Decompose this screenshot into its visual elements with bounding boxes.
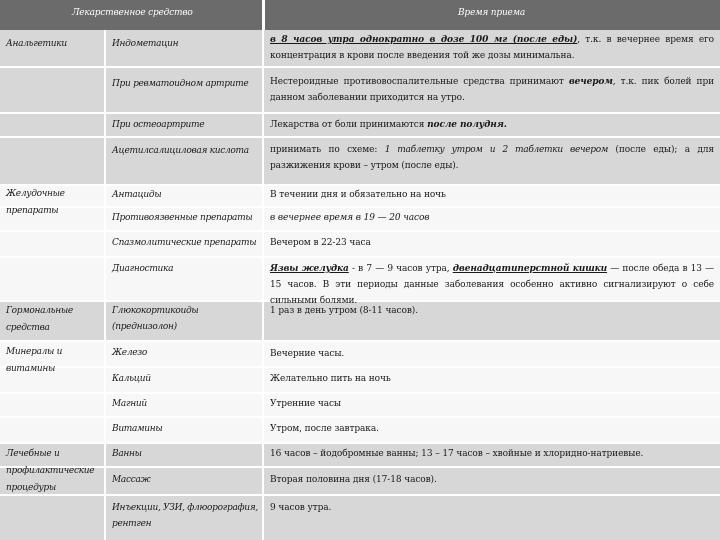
medicine-iron: Железо — [112, 348, 148, 358]
time-massage: Вторая половина дня (17-18 часов). — [270, 475, 437, 485]
time-antacids: В течении дня и обязательно на ночь — [270, 190, 446, 200]
time-diagnostics — [270, 261, 714, 309]
time-glucocorticoids: 1 раз в день утром (8-11 часов). — [270, 306, 418, 316]
time-emphasis: в 8 часов утра однократно в дозе 100 мг (после еды) — [270, 35, 578, 45]
column-divider — [104, 30, 106, 540]
row-divider — [0, 466, 720, 468]
time-text: (после еды); а для разжижения крови – утром (после еды). — [270, 145, 714, 171]
medicine-injections: Инъекции, УЗИ, флюорография, рентген — [112, 503, 258, 529]
header-medicine: Лекарственное средство — [72, 8, 193, 18]
header-divider — [262, 0, 265, 30]
category-gastric: Желудочные препараты — [6, 189, 65, 216]
medicine-vitamins: Витамины — [112, 424, 163, 434]
row-divider — [0, 230, 720, 232]
header-time: Время приема — [458, 8, 526, 18]
category-analgesics: Анальгетики — [6, 39, 67, 49]
row-divider — [0, 112, 720, 114]
time-emphasis: после полудня. — [427, 120, 507, 130]
time-osteoarthritis — [270, 117, 714, 133]
medicine-antispasmodic: Спазмолитические препараты — [112, 238, 257, 248]
row-divider — [0, 494, 720, 496]
category-minerals: Минералы и витамины — [6, 347, 63, 374]
time-emphasis: 1 таблетку утром и 2 таблетки вечером — [384, 145, 609, 155]
time-magnesium: Утренние часы — [270, 399, 341, 409]
medicine-massage: Массаж — [112, 475, 151, 485]
medicine-magnesium: Магний — [112, 399, 147, 409]
time-emphasis: двенадцатиперстной кишки — [452, 264, 608, 274]
column-divider — [262, 30, 264, 540]
medicine-calcium: Кальций — [112, 374, 151, 384]
row-divider — [0, 66, 720, 68]
time-text: Нестероидные противовоспалительные средства принимают — [270, 77, 569, 87]
row-divider — [0, 392, 720, 394]
row-divider — [0, 366, 720, 368]
row-divider — [0, 340, 720, 342]
medicine-antacids: Антациды — [112, 190, 162, 200]
time-antiulcer: в вечернее время в 19 — 20 часов — [270, 213, 430, 223]
medicine-glucocorticoids: Глюкокортикоиды (преднизолон) — [112, 306, 199, 332]
time-antispasmodic: Вечером в 22-23 часа — [270, 238, 371, 248]
row-divider — [0, 184, 720, 186]
time-text: , т.к. в вечернее время его концентрация в крови после введения той же дозы минимальна. — [270, 35, 714, 61]
table-header — [0, 0, 720, 30]
category-procedures: Лечебные и профилактические процедуры — [6, 449, 95, 493]
medicine-indomethacin: Индометацин — [112, 39, 179, 49]
row-divider — [0, 442, 720, 444]
time-text: — после обеда в 13 — 15 часов. В эти периоды данные заболевания особенно активно сигнализируют о себе сильными болями. — [270, 264, 715, 306]
row-divider — [0, 206, 720, 208]
category-hormonal: Гормональные средства — [6, 306, 73, 333]
medicine-aspirin: Ацетилсалициловая кислота — [112, 146, 249, 156]
medicine-osteoarthritis: При остеоартрите — [112, 120, 205, 130]
time-emphasis: Язвы желудка — [270, 264, 349, 274]
time-text: , т.к. пик болей при данном заболевании приходится на утро. — [270, 77, 714, 103]
time-text: принимать по схеме: — [270, 145, 385, 155]
time-text: Лекарства от боли принимаются — [270, 120, 428, 130]
row-divider — [0, 136, 720, 138]
time-iron: Вечерние часы. — [270, 349, 345, 359]
row-divider — [0, 416, 720, 418]
medicine-diagnostics: Диагностика — [112, 264, 174, 274]
time-indomethacin — [270, 32, 714, 64]
time-rheumatoid — [270, 74, 714, 106]
time-calcium: Желательно пить на ночь — [270, 374, 391, 384]
time-vitamins: Утром, после завтрака. — [270, 424, 379, 434]
medicine-baths: Ванны — [112, 449, 142, 459]
time-injections: 9 часов утра. — [270, 503, 332, 513]
row-divider — [0, 256, 720, 258]
time-aspirin — [270, 142, 714, 174]
medicine-antiulcer: Противоязвенные препараты — [112, 213, 253, 223]
medicine-rheumatoid: При ревматоидном артрите — [112, 79, 249, 89]
time-text: - в 7 — 9 часов утра, — [348, 264, 453, 274]
time-baths: 16 часов – йодобромные ванны; 13 – 17 часов – хвойные и хлоридно-натриевые. — [270, 449, 644, 459]
time-emphasis: вечером — [568, 77, 613, 87]
